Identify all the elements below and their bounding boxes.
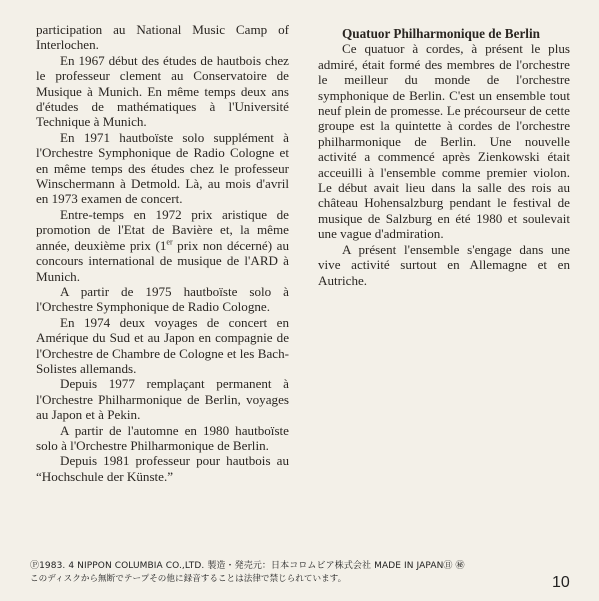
paragraph: Depuis 1981 professeur pour hautbois au “Hochschule der Künste.” bbox=[36, 453, 289, 484]
section-heading: Quatuor Philharmonique de Berlin bbox=[342, 26, 540, 41]
superscript: er bbox=[166, 237, 173, 247]
paragraph: En 1971 hautboïste solo supplément à l'Orchestre Symphonique de Radio Cologne et en même temps des études chez le professeur Winschermann à Detmold. Là, au mois d'avril en 1973 examen de concert. bbox=[36, 129, 289, 207]
paragraph: Depuis 1977 remplaçant permanent à l'Orchestre Philharmonique de Berlin, voyages au Japon et à Pekin. bbox=[36, 376, 289, 423]
paragraph: En 1967 début des études de hautbois chez le professeur clement au Conservatoire de Musique à Munich. En même temps deux ans d'études de mathématiques à l'Université Technique à Munich. bbox=[36, 52, 289, 130]
paragraph: participation au National Music Camp of Interlochen. bbox=[36, 22, 289, 53]
paragraph: En 1974 deux voyages de concert en Amérique du Sud et au Japon en compagnie de l'Orchestre de Chambre de Cologne et les Bach-Solistes allemands. bbox=[36, 314, 289, 376]
paragraph: Ce quatuor à cordes, à présent le plus admiré, était formé des membres de l'orchestre le meilleur du monde de l'orchestre symphonique de Berlin. C'est un ensemble tout neuf plein de promesse. Le précourseur de cette groupe est la quintette à cordes de l'orchestre philharmonique de Berlin. Une nouvelle activité a commencé après Zienkowski était acceuilli à l'ensemble comme premier violon. Le début avait lieu dans la salle des rois au château Hohensalzburg pendant le festival de musique de Salzburg en été 1980 et soulevait une vague d'admiration. bbox=[318, 41, 570, 242]
page-number: 10 bbox=[552, 574, 570, 591]
paragraph: A partir de 1975 hautboïste solo à l'Orchestre Symphonique de Radio Cologne. bbox=[36, 283, 289, 315]
right-column bbox=[318, 26, 570, 288]
paragraph: A partir de l'automne en 1980 hautboïste solo à l'Orchestre Philharmonique de Berlin. bbox=[36, 422, 289, 453]
paragraph-prize bbox=[36, 207, 289, 284]
copyright-line: Ⓟ1983. 4 NIPPON COLUMBIA CO.,LTD. 製造・発売元：日本コロムビア株式会社 MADE IN JAPAN㊐ ㊙ bbox=[30, 561, 465, 571]
left-column bbox=[36, 22, 289, 484]
paragraph: A présent l'ensemble s'engage dans une vive activité surtout en Allemagne et en Autriche. bbox=[318, 241, 570, 288]
copyright-notice: このディスクから無断でテープその他に録音することは法律で禁じられています。 bbox=[30, 574, 347, 584]
copyright-footer bbox=[30, 560, 570, 586]
paragraph-part: prix non décerné) au concours international de musique de l'ARD à Munich. bbox=[36, 237, 289, 284]
paragraph-part: Entre-temps en 1972 prix aristique de promotion de l'Etat de Bavière et, la même année, deuxième prix (1 bbox=[36, 206, 289, 253]
